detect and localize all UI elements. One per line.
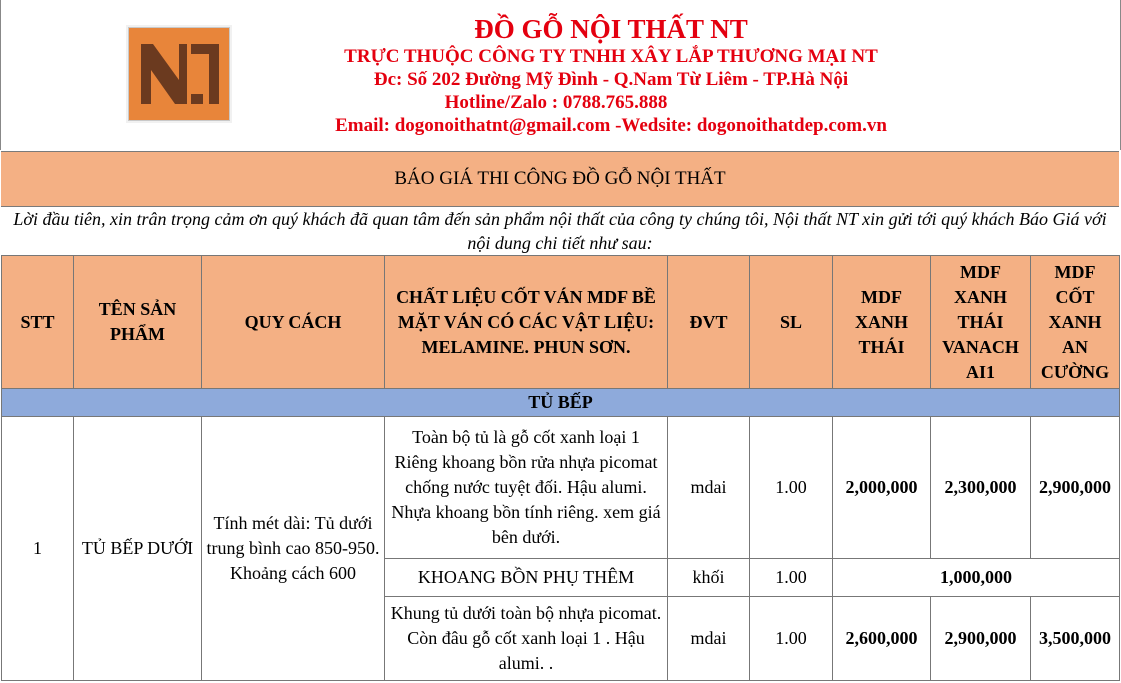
cell-spec: Tính mét dài: Tủ dưới trung bình cao 850-950. Khoảng cách 600 xyxy=(202,417,385,681)
parent-company: TRỰC THUỘC CÔNG TY TNHH XÂY LẮP THƯƠNG MẠI NT xyxy=(344,46,878,67)
col-header-mdf-an-cuong: MDF CỐT XANH AN CƯỜNG xyxy=(1031,256,1120,389)
cell-price-2: 2,900,000 xyxy=(931,597,1031,681)
col-header-mdf-vanach: MDF XANH THÁI VANACH AI1 xyxy=(931,256,1031,389)
table-header-row xyxy=(2,256,1120,389)
company-address: Đc: Số 202 Đường Mỹ Đình - Q.Nam Từ Liêm - TP.Hà Nội xyxy=(373,69,849,90)
cell-unit: mdai xyxy=(668,417,750,559)
quote-title: BÁO GIÁ THI CÔNG ĐỒ GỖ NỘI THẤT xyxy=(1,151,1119,207)
col-header-mdf-xanh-thai: MDF XANH THÁI xyxy=(833,256,931,389)
table-row xyxy=(2,417,1120,559)
cell-price-2: 2,300,000 xyxy=(931,417,1031,559)
cell-price-1: 2,600,000 xyxy=(833,597,931,681)
cell-unit: mdai xyxy=(668,597,750,681)
quote-table xyxy=(1,255,1120,681)
col-header-qty: SL xyxy=(750,256,833,389)
col-header-unit: ĐVT xyxy=(668,256,750,389)
cell-qty: 1.00 xyxy=(750,559,833,597)
intro-text: Lời đầu tiên, xin trân trọng cảm ơn quý khách đã quan tâm đến sản phẩm nội thất của công ty chúng tôi, Nội thất NT xin gửi tới quý khách Báo Giá với nội dung chi tiết như sau: xyxy=(13,209,1107,253)
cell-stt: 1 xyxy=(2,417,74,681)
letterhead-text xyxy=(251,14,971,137)
section-title: TỦ BẾP xyxy=(2,389,1120,417)
email-website: Email: dogonoithatnt@gmail.com -Wedsite: dogonoithatdep.com.vn xyxy=(335,115,887,136)
letterhead xyxy=(0,0,1121,150)
cell-qty: 1.00 xyxy=(750,417,833,559)
cell-product-name: TỦ BẾP DƯỚI xyxy=(74,417,202,681)
col-header-spec: QUY CÁCH xyxy=(202,256,385,389)
company-name: ĐỒ GỖ NỘI THẤT NT xyxy=(474,14,748,44)
section-row xyxy=(2,389,1120,417)
cell-price-3: 3,500,000 xyxy=(1031,597,1120,681)
col-header-stt: STT xyxy=(2,256,74,389)
cell-unit: khối xyxy=(668,559,750,597)
cell-material: Toàn bộ tủ là gỗ cốt xanh loại 1 Riêng khoang bồn rửa nhựa picomat chống nước tuyệt đối. Hậu alumi. Nhựa khoang bồn tính riêng. xem giá bên dưới. xyxy=(385,417,668,559)
cell-material: KHOANG BỒN PHỤ THÊM xyxy=(385,559,668,597)
cell-price-3: 2,900,000 xyxy=(1031,417,1120,559)
col-header-material: CHẤT LIỆU CỐT VÁN MDF BỀ MẶT VÁN CÓ CÁC VẬT LIỆU: MELAMINE. PHUN SƠN. xyxy=(385,256,668,389)
hotline: Hotline/Zalo : 0788.765.888 xyxy=(444,92,668,113)
cell-merged-price: 1,000,000 xyxy=(833,559,1120,597)
cell-qty: 1.00 xyxy=(750,597,833,681)
cell-price-1: 2,000,000 xyxy=(833,417,931,559)
col-header-product: TÊN SẢN PHẨM xyxy=(74,256,202,389)
cell-material: Khung tủ dưới toàn bộ nhựa picomat. Còn đâu gỗ cốt xanh loại 1 . Hậu alumi. . xyxy=(385,597,668,681)
